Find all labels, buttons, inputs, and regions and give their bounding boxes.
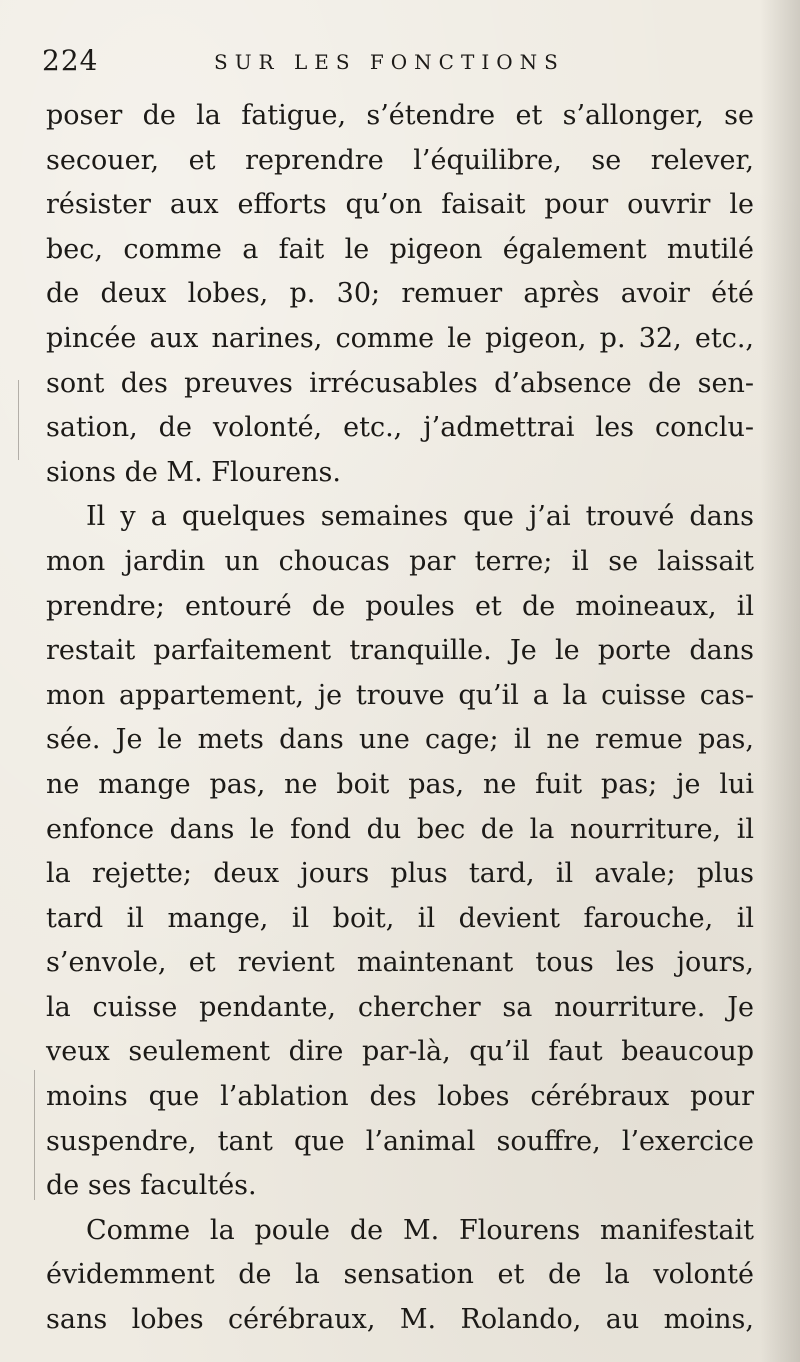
text-line: suspendre, tant que l’animal souffre, l’exercice — [46, 1125, 754, 1157]
text-line: ne mange pas, ne boit pas, ne fuit pas; je lui — [46, 768, 754, 800]
text-line: poser de la fatigue, s’étendre et s’allonger, se — [46, 100, 754, 131]
text-line: sions de M. Flourens. — [46, 456, 341, 488]
body-text — [46, 94, 754, 1343]
text-line: évidemment de la sensation et de la volonté — [46, 1259, 754, 1291]
text-line: la cuisse pendante, chercher sa nourriture. Je — [46, 991, 754, 1023]
text-line: la rejette; deux jours plus tard, il avale; plus — [46, 858, 754, 890]
text-line: s’envole, et revient maintenant tous les jours, — [46, 947, 754, 979]
running-head: SUR LES FONCTIONS — [214, 50, 565, 74]
text-line: sont des preuves irrécusables d’absence de sen- — [46, 367, 754, 399]
text-line: moins que l’ablation des lobes cérébraux pour — [46, 1081, 754, 1113]
text-line: de deux lobes, p. 30; remuer après avoir été — [46, 278, 754, 310]
text-line: bec, comme a fait le pigeon également mutilé — [46, 233, 754, 265]
text-line: secouer, et reprendre l’équilibre, se relever, — [46, 144, 754, 176]
text-line: pincée aux narines, comme le pigeon, p. 32, etc., — [46, 322, 754, 354]
text-line: Il y a quelques semaines que j’ai trouvé dans — [86, 501, 754, 533]
text-line: enfonce dans le fond du bec de la nourriture, il — [46, 813, 754, 845]
text-line: mon jardin un choucas par terre; il se laissait — [46, 545, 754, 577]
text-line: veux seulement dire par-là, qu’il faut beaucoup — [46, 1036, 754, 1068]
text-line: prendre; entouré de poules et de moineaux, il — [46, 590, 754, 622]
text-line: résister aux efforts qu’on faisait pour ouvrir le — [46, 189, 754, 221]
page-number: 224 — [42, 44, 99, 77]
margin-pencil-mark — [34, 1070, 35, 1200]
text-line: restait parfaitement tranquille. Je le porte dans — [46, 635, 754, 667]
text-line: de ses facultés. — [46, 1170, 257, 1202]
text-line: tard il mange, il boit, il devient farouche, il — [46, 902, 754, 934]
margin-pencil-mark — [18, 380, 19, 460]
text-line: sans lobes cérébraux, M. Rolando, au moins, — [46, 1304, 754, 1336]
page-header — [42, 44, 752, 84]
text-line: sée. Je le mets dans une cage; il ne remue pas, — [46, 724, 754, 756]
text-line: sation, de volonté, etc., j’admettrai les conclu- — [46, 412, 754, 444]
text-line: mon appartement, je trouve qu’il a la cuisse cas- — [46, 679, 754, 711]
spine-shadow — [760, 0, 800, 1362]
text-line: Comme la poule de M. Flourens manifestait — [86, 1214, 754, 1246]
